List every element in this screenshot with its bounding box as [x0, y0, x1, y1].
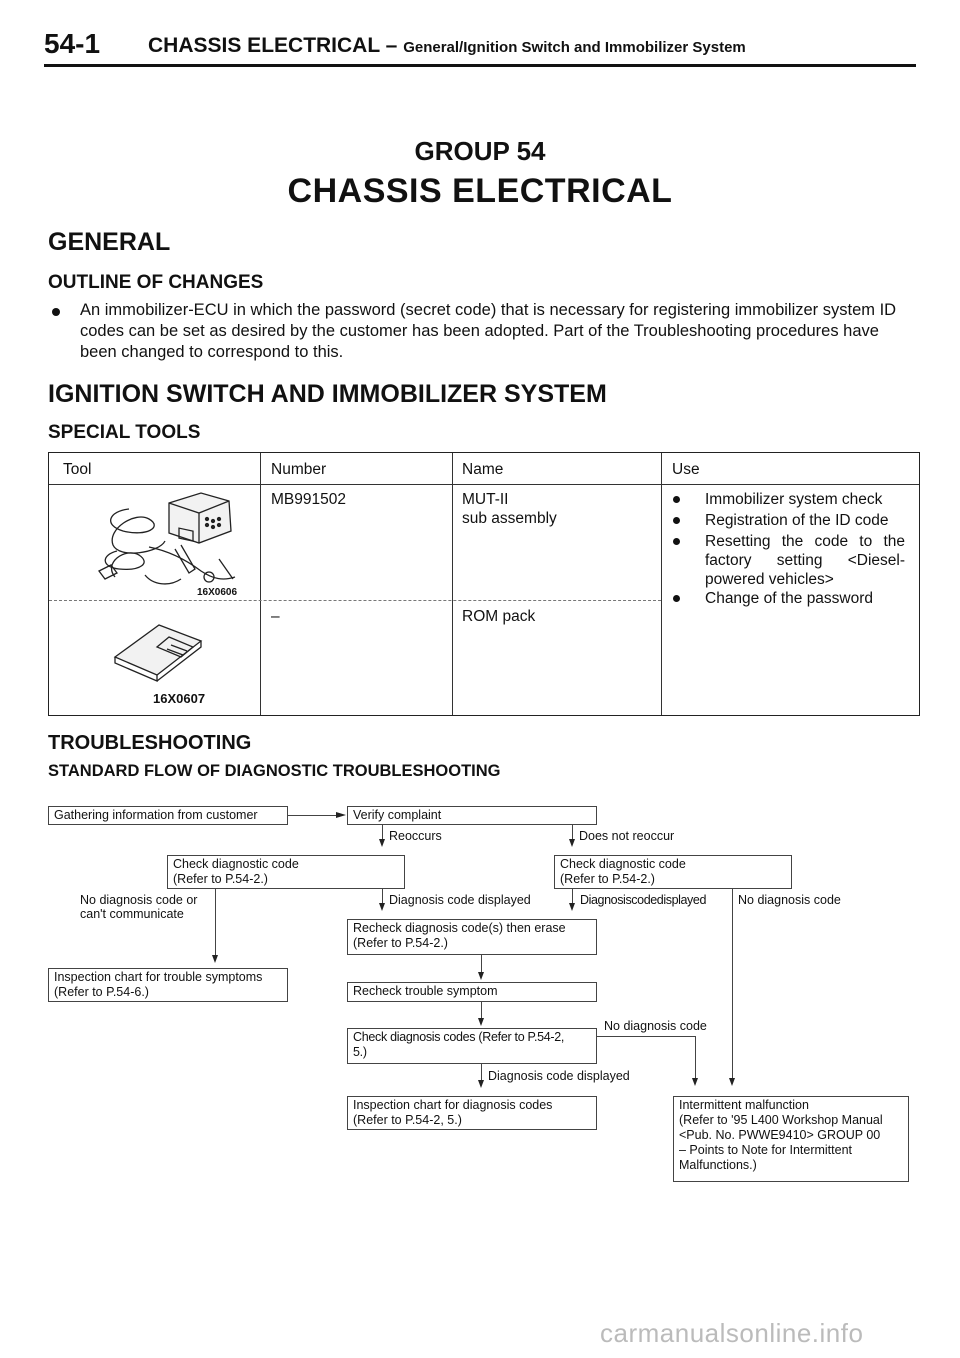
connector-line [481, 1064, 482, 1080]
arrow-down-icon [692, 1078, 698, 1086]
tool-number: – [271, 608, 280, 625]
inspection-codes-box: Inspection chart for diagnosis codes (Refer to P.54-2, 5.) [347, 1096, 597, 1130]
reoccurs-label: Reoccurs [389, 829, 442, 843]
col-header-number: Number [271, 461, 327, 478]
table-row-divider [49, 600, 661, 601]
code-displayed-label: Diagnosis code displayed [389, 893, 531, 907]
arrow-down-icon [379, 839, 385, 847]
connector-line [215, 889, 216, 955]
troubleshooting-heading: TROUBLESHOOTING [48, 732, 252, 754]
check-code-box-2: Check diagnostic code (Refer to P.54-2.) [554, 855, 792, 889]
code-displayed-label: Diagnosis code displayed [488, 1069, 630, 1083]
connector-line [572, 825, 573, 839]
connector-line [288, 815, 336, 816]
general-heading: GENERAL [48, 228, 171, 256]
check-code-box-1: Check diagnostic code (Refer to P.54-2.) [167, 855, 405, 889]
header-subtitle: General/Ignition Switch and Immobilizer System [403, 39, 746, 56]
connector-line [382, 825, 383, 839]
code-displayed-label: Diagnosiscodedisplayed [580, 893, 707, 907]
inspection-symptoms-box: Inspection chart for trouble symptoms (Refer to P.54-6.) [48, 968, 288, 1002]
arrow-down-icon [478, 1018, 484, 1026]
bullet-icon [673, 517, 680, 524]
use-item: Change of the password [705, 590, 874, 607]
outline-heading: OUTLINE OF CHANGES [48, 272, 264, 293]
connector-line [382, 889, 383, 903]
connector-line [572, 889, 573, 903]
does-not-reoccur-label: Does not reoccur [579, 829, 675, 843]
recheck-symptom-box: Recheck trouble symptom [347, 982, 597, 1002]
page-number: 54-1 [44, 28, 101, 59]
connector-line [732, 889, 733, 909]
intermittent-box: Intermittent malfunction (Refer to '95 L400 Workshop Manual <Pub. No. PWWE9410> GROUP 00 – Points to Note for Intermittent Malfunctions.) [673, 1096, 909, 1182]
tool-number: MB991502 [271, 491, 346, 508]
no-code-label: No diagnosis code [604, 1019, 707, 1033]
gathering-box: Gathering information from customer [48, 806, 288, 825]
connector-line [732, 909, 733, 1078]
figure-label: 16X0606 [197, 587, 238, 598]
table-header-rule [49, 484, 919, 485]
arrow-down-icon [478, 1080, 484, 1088]
connector-line [695, 1036, 696, 1078]
no-code-label: No diagnosis code or can't communicate [80, 893, 198, 921]
special-tools-heading: SPECIAL TOOLS [48, 422, 201, 443]
outline-paragraph: An immobilizer-ECU in which the password (secret code) that is necessary for registering immobilizer system ID codes can be set as desired by the customer has been adopted. Part of the Troubleshooting procedures have been changed to correspond to this. [80, 301, 897, 361]
verify-box: Verify complaint [347, 806, 597, 825]
arrow-down-icon [729, 1078, 735, 1086]
watermark: carmanualsonline.info [600, 1318, 864, 1348]
arrow-right-icon [336, 812, 346, 818]
table-divider [661, 453, 662, 715]
special-tools-table [48, 452, 920, 716]
ignition-heading: IGNITION SWITCH AND IMMOBILIZER SYSTEM [48, 380, 607, 408]
header-title-main: CHASSIS ELECTRICAL [148, 34, 380, 57]
header-rule [44, 64, 916, 67]
no-code-label: No diagnosis code [738, 893, 841, 907]
bullet-icon [673, 496, 680, 503]
arrow-down-icon [478, 972, 484, 980]
use-item: Registration of the ID code [705, 512, 889, 529]
header-separator: – [385, 34, 398, 57]
use-item: Resetting the code to the factory setting <Diesel-powered vehicles> [705, 533, 905, 588]
arrow-down-icon [379, 903, 385, 911]
tool-name: MUT-II [462, 491, 509, 508]
bullet-icon [52, 308, 60, 316]
bullet-icon [673, 538, 680, 545]
use-item: Immobilizer system check [705, 491, 883, 508]
rom-pack-illustration [109, 619, 209, 683]
header-title [148, 34, 746, 58]
recheck-erase-box: Recheck diagnosis code(s) then erase (Refer to P.54-2.) [347, 919, 597, 955]
table-divider [452, 453, 453, 715]
connector-line [597, 1036, 695, 1037]
col-header-tool: Tool [63, 461, 92, 478]
tool-name: ROM pack [462, 608, 536, 625]
connector-line [481, 955, 482, 972]
connector-line [481, 1002, 482, 1018]
arrow-down-icon [569, 903, 575, 911]
group-title: CHASSIS ELECTRICAL [287, 172, 673, 210]
bullet-icon [673, 595, 680, 602]
arrow-down-icon [212, 955, 218, 963]
mut-ii-illustration [89, 489, 249, 597]
col-header-name: Name [462, 461, 504, 478]
arrow-down-icon [569, 839, 575, 847]
table-divider [260, 453, 261, 715]
check-codes-box: Check diagnosis codes (Refer to P.54-2, 5.) [347, 1028, 597, 1064]
group-label: GROUP 54 [414, 136, 546, 166]
standard-flow-heading: STANDARD FLOW OF DIAGNOSTIC TROUBLESHOOTING [48, 762, 501, 780]
tool-name-line2: sub assembly [462, 510, 557, 527]
col-header-use: Use [672, 461, 700, 478]
figure-label: 16X0607 [153, 691, 206, 706]
